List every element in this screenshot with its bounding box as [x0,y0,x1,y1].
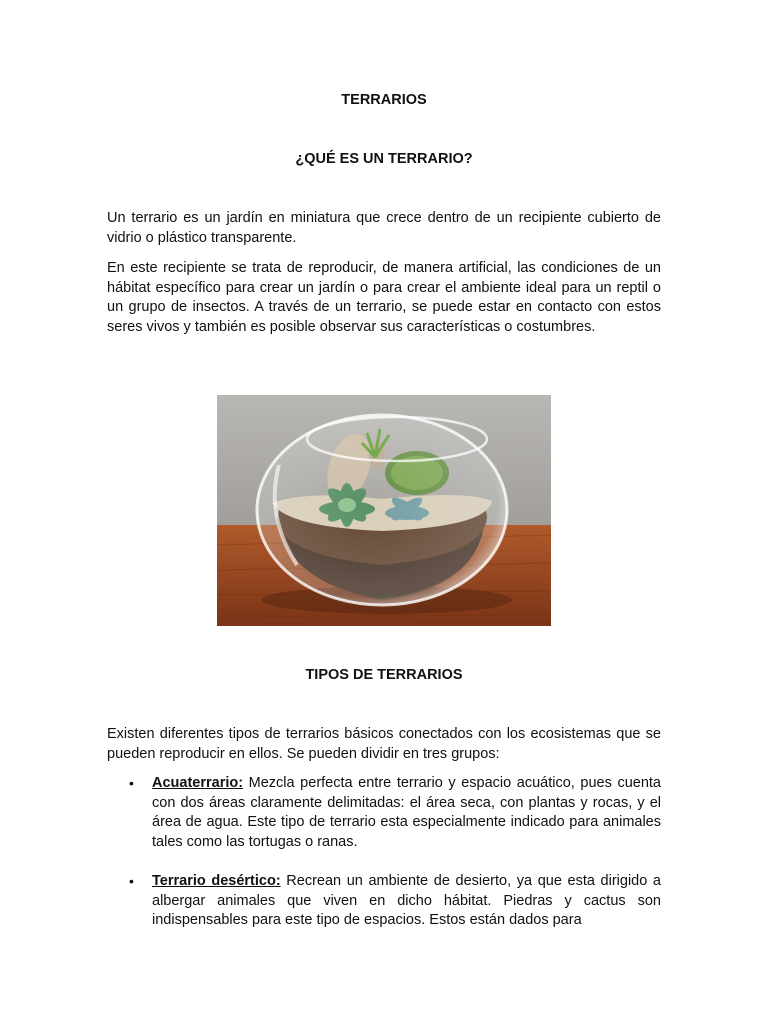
type-term: Acuaterrario: [152,775,244,791]
list-item [107,774,661,852]
section-heading-what-is: ¿QUÉ ES UN TERRARIO? [295,151,473,167]
paragraph-description: En este recipiente se trata de reproducir, de manera artificial, las condiciones de un hábitat específico para crear un jardín o para crear el ambiente ideal para un reptil o un grupo de insectos. A través de un terrario, se puede estar en contacto con estos seres vivos y también es posible observar sus características o costumbres. [107,260,661,335]
bullet-marker: • [129,775,134,791]
type-description: Mezcla perfecta entre terrario y espacio acuático, pues cuenta con dos áreas claramente delimitadas: el área seca, con plantas y rocas, y el área de agua. Este tipo de terrario esta especialmente indicado para animales tales como las tortugas o ranas. [152,775,661,850]
document-title: TERRARIOS [341,92,427,108]
bullet-marker: • [129,873,134,889]
type-description: Recrean un ambiente de desierto, ya que esta dirigido a albergar animales que viven en dicho hábitat. Piedras y cactus son indispensables para este tipo de espacios. Estos están dados para [152,873,661,928]
list-item [107,872,661,931]
paragraph-definition: Un terrario es un jardín en miniatura que crece dentro de un recipiente cubierto de vidrio o plástico transparente. [107,210,661,246]
section-heading-types: TIPOS DE TERRARIOS [305,667,463,683]
terrarium-illustration [217,395,551,626]
terrarium-photo [217,395,551,626]
terrarium-types-list [107,774,661,931]
type-term: Terrario desértico: [152,873,281,889]
paragraph-types-intro: Existen diferentes tipos de terrarios básicos conectados con los ecosistemas que se pueden reproducir en ellos. Se pueden dividir en tres grupos: [107,726,661,762]
